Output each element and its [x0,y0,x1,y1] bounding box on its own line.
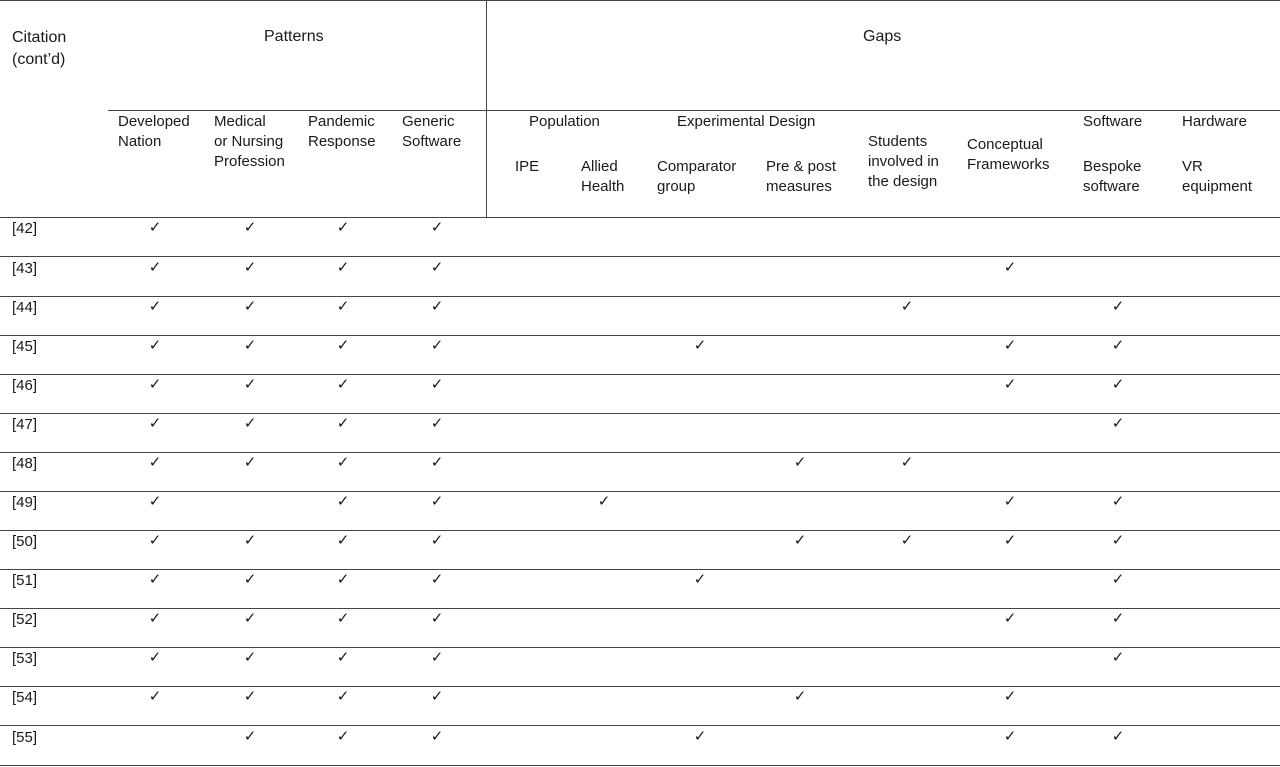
check-icon: ✓ [148,375,162,393]
check-icon: ✓ [430,648,444,666]
check-icon: ✓ [1003,687,1017,705]
check-icon: ✓ [243,258,257,276]
check-icon: ✓ [336,492,350,510]
table-row [0,297,1280,336]
check-icon: ✓ [336,453,350,471]
col-header-developed-nation: Developed Nation [118,113,190,150]
col-header-pandemic-response: Pandemic Response [308,113,376,150]
check-icon: ✓ [148,492,162,510]
check-icon: ✓ [900,297,914,315]
table-row [0,336,1280,375]
check-icon: ✓ [336,531,350,549]
check-icon: ✓ [1003,375,1017,393]
check-icon: ✓ [336,570,350,588]
check-icon: ✓ [430,492,444,510]
check-icon: ✓ [1111,531,1125,549]
citation-cell: [47] [12,416,38,433]
check-icon: ✓ [1003,531,1017,549]
check-icon: ✓ [793,531,807,549]
citation-cell: [46] [12,377,38,394]
citation-cell: [52] [12,611,38,628]
check-icon: ✓ [336,375,350,393]
check-icon: ✓ [336,218,350,236]
check-icon: ✓ [148,570,162,588]
check-icon: ✓ [1111,609,1125,627]
check-icon: ✓ [336,687,350,705]
check-icon: ✓ [243,453,257,471]
col-header-pre-post-measures: Pre & post measures [766,158,837,195]
check-icon: ✓ [1003,727,1017,745]
citation-cell: [45] [12,338,38,355]
check-icon: ✓ [430,570,444,588]
col-header-generic-software: Generic Software [402,113,462,150]
check-icon: ✓ [148,687,162,705]
citation-cell: [50] [12,533,38,550]
check-icon: ✓ [1003,336,1017,354]
check-icon: ✓ [793,687,807,705]
check-icon: ✓ [148,531,162,549]
col-header-vr-equipment: VR equipment [1182,158,1253,195]
check-icon: ✓ [597,492,611,510]
table-row [0,570,1280,609]
citation-cell: [42] [12,220,38,237]
population-header: Population [529,113,600,130]
hardware-header: Hardware [1182,113,1248,130]
citation-cell: [43] [12,260,38,277]
check-icon: ✓ [1111,375,1125,393]
top-rule [0,0,1280,1]
check-icon: ✓ [693,570,707,588]
table-row [0,687,1280,726]
check-icon: ✓ [793,453,807,471]
check-icon: ✓ [1111,570,1125,588]
col-header-comparator-group: Comparator group [657,158,737,195]
table-row [0,648,1280,687]
check-icon: ✓ [1111,727,1125,745]
col-header-students-involved: Students involved in the design [868,133,939,190]
citation-cell: [55] [12,729,38,746]
table-row [0,218,1280,257]
check-icon: ✓ [1003,258,1017,276]
check-icon: ✓ [148,336,162,354]
citation-header: Citation (cont’d) [12,29,67,68]
check-icon: ✓ [148,453,162,471]
check-icon: ✓ [243,297,257,315]
check-icon: ✓ [430,687,444,705]
check-icon: ✓ [1111,336,1125,354]
check-icon: ✓ [243,375,257,393]
experimental-design-header: Experimental Design [677,113,816,130]
check-icon: ✓ [336,648,350,666]
col-header-allied-health: Allied Health [581,158,625,195]
check-icon: ✓ [1111,414,1125,432]
table-row [0,453,1280,492]
check-icon: ✓ [1111,492,1125,510]
col-header-bespoke-software: Bespoke software [1083,158,1142,195]
check-icon: ✓ [148,648,162,666]
check-icon: ✓ [430,531,444,549]
check-icon: ✓ [430,258,444,276]
check-icon: ✓ [430,375,444,393]
check-icon: ✓ [900,453,914,471]
table-row [0,727,1280,766]
check-icon: ✓ [430,218,444,236]
group-rule [108,110,1280,111]
check-icon: ✓ [1003,492,1017,510]
check-icon: ✓ [336,297,350,315]
check-icon: ✓ [148,297,162,315]
gaps-header: Gaps [863,28,902,45]
table-row [0,531,1280,570]
check-icon: ✓ [243,531,257,549]
citation-cell: [53] [12,650,38,667]
check-icon: ✓ [243,336,257,354]
citation-cell: [51] [12,572,38,589]
check-icon: ✓ [243,727,257,745]
citation-cell: [49] [12,494,38,511]
citation-cell: [44] [12,299,38,316]
check-icon: ✓ [430,727,444,745]
col-header-ipe: IPE [515,158,540,175]
check-icon: ✓ [243,609,257,627]
check-icon: ✓ [243,570,257,588]
row-rule [0,725,1280,726]
table-row [0,609,1280,648]
col-header-medical-nursing: Medical or Nursing Profession [214,113,285,170]
check-icon: ✓ [900,531,914,549]
citation-cell: [54] [12,689,38,706]
check-icon: ✓ [1111,648,1125,666]
check-icon: ✓ [243,414,257,432]
check-icon: ✓ [243,648,257,666]
table-row [0,375,1280,414]
check-icon: ✓ [243,218,257,236]
citation-cell: [48] [12,455,38,472]
check-icon: ✓ [430,609,444,627]
software-header: Software [1083,113,1143,130]
check-icon: ✓ [148,414,162,432]
table-row [0,258,1280,297]
check-icon: ✓ [336,336,350,354]
check-icon: ✓ [336,727,350,745]
table-row [0,414,1280,453]
check-icon: ✓ [430,336,444,354]
check-icon: ✓ [336,258,350,276]
check-icon: ✓ [336,609,350,627]
check-icon: ✓ [430,414,444,432]
check-icon: ✓ [1003,609,1017,627]
check-icon: ✓ [430,453,444,471]
check-icon: ✓ [148,609,162,627]
patterns-header: Patterns [264,28,324,45]
check-icon: ✓ [148,258,162,276]
check-icon: ✓ [1111,297,1125,315]
table-row [0,492,1280,531]
check-icon: ✓ [693,336,707,354]
check-icon: ✓ [336,414,350,432]
check-icon: ✓ [243,687,257,705]
row-rule [0,256,1280,257]
check-icon: ✓ [148,218,162,236]
patterns-gaps-divider [486,0,487,218]
check-icon: ✓ [693,727,707,745]
check-icon: ✓ [430,297,444,315]
col-header-conceptual-frameworks: Conceptual Frameworks [967,136,1050,173]
row-rule [0,765,1280,766]
